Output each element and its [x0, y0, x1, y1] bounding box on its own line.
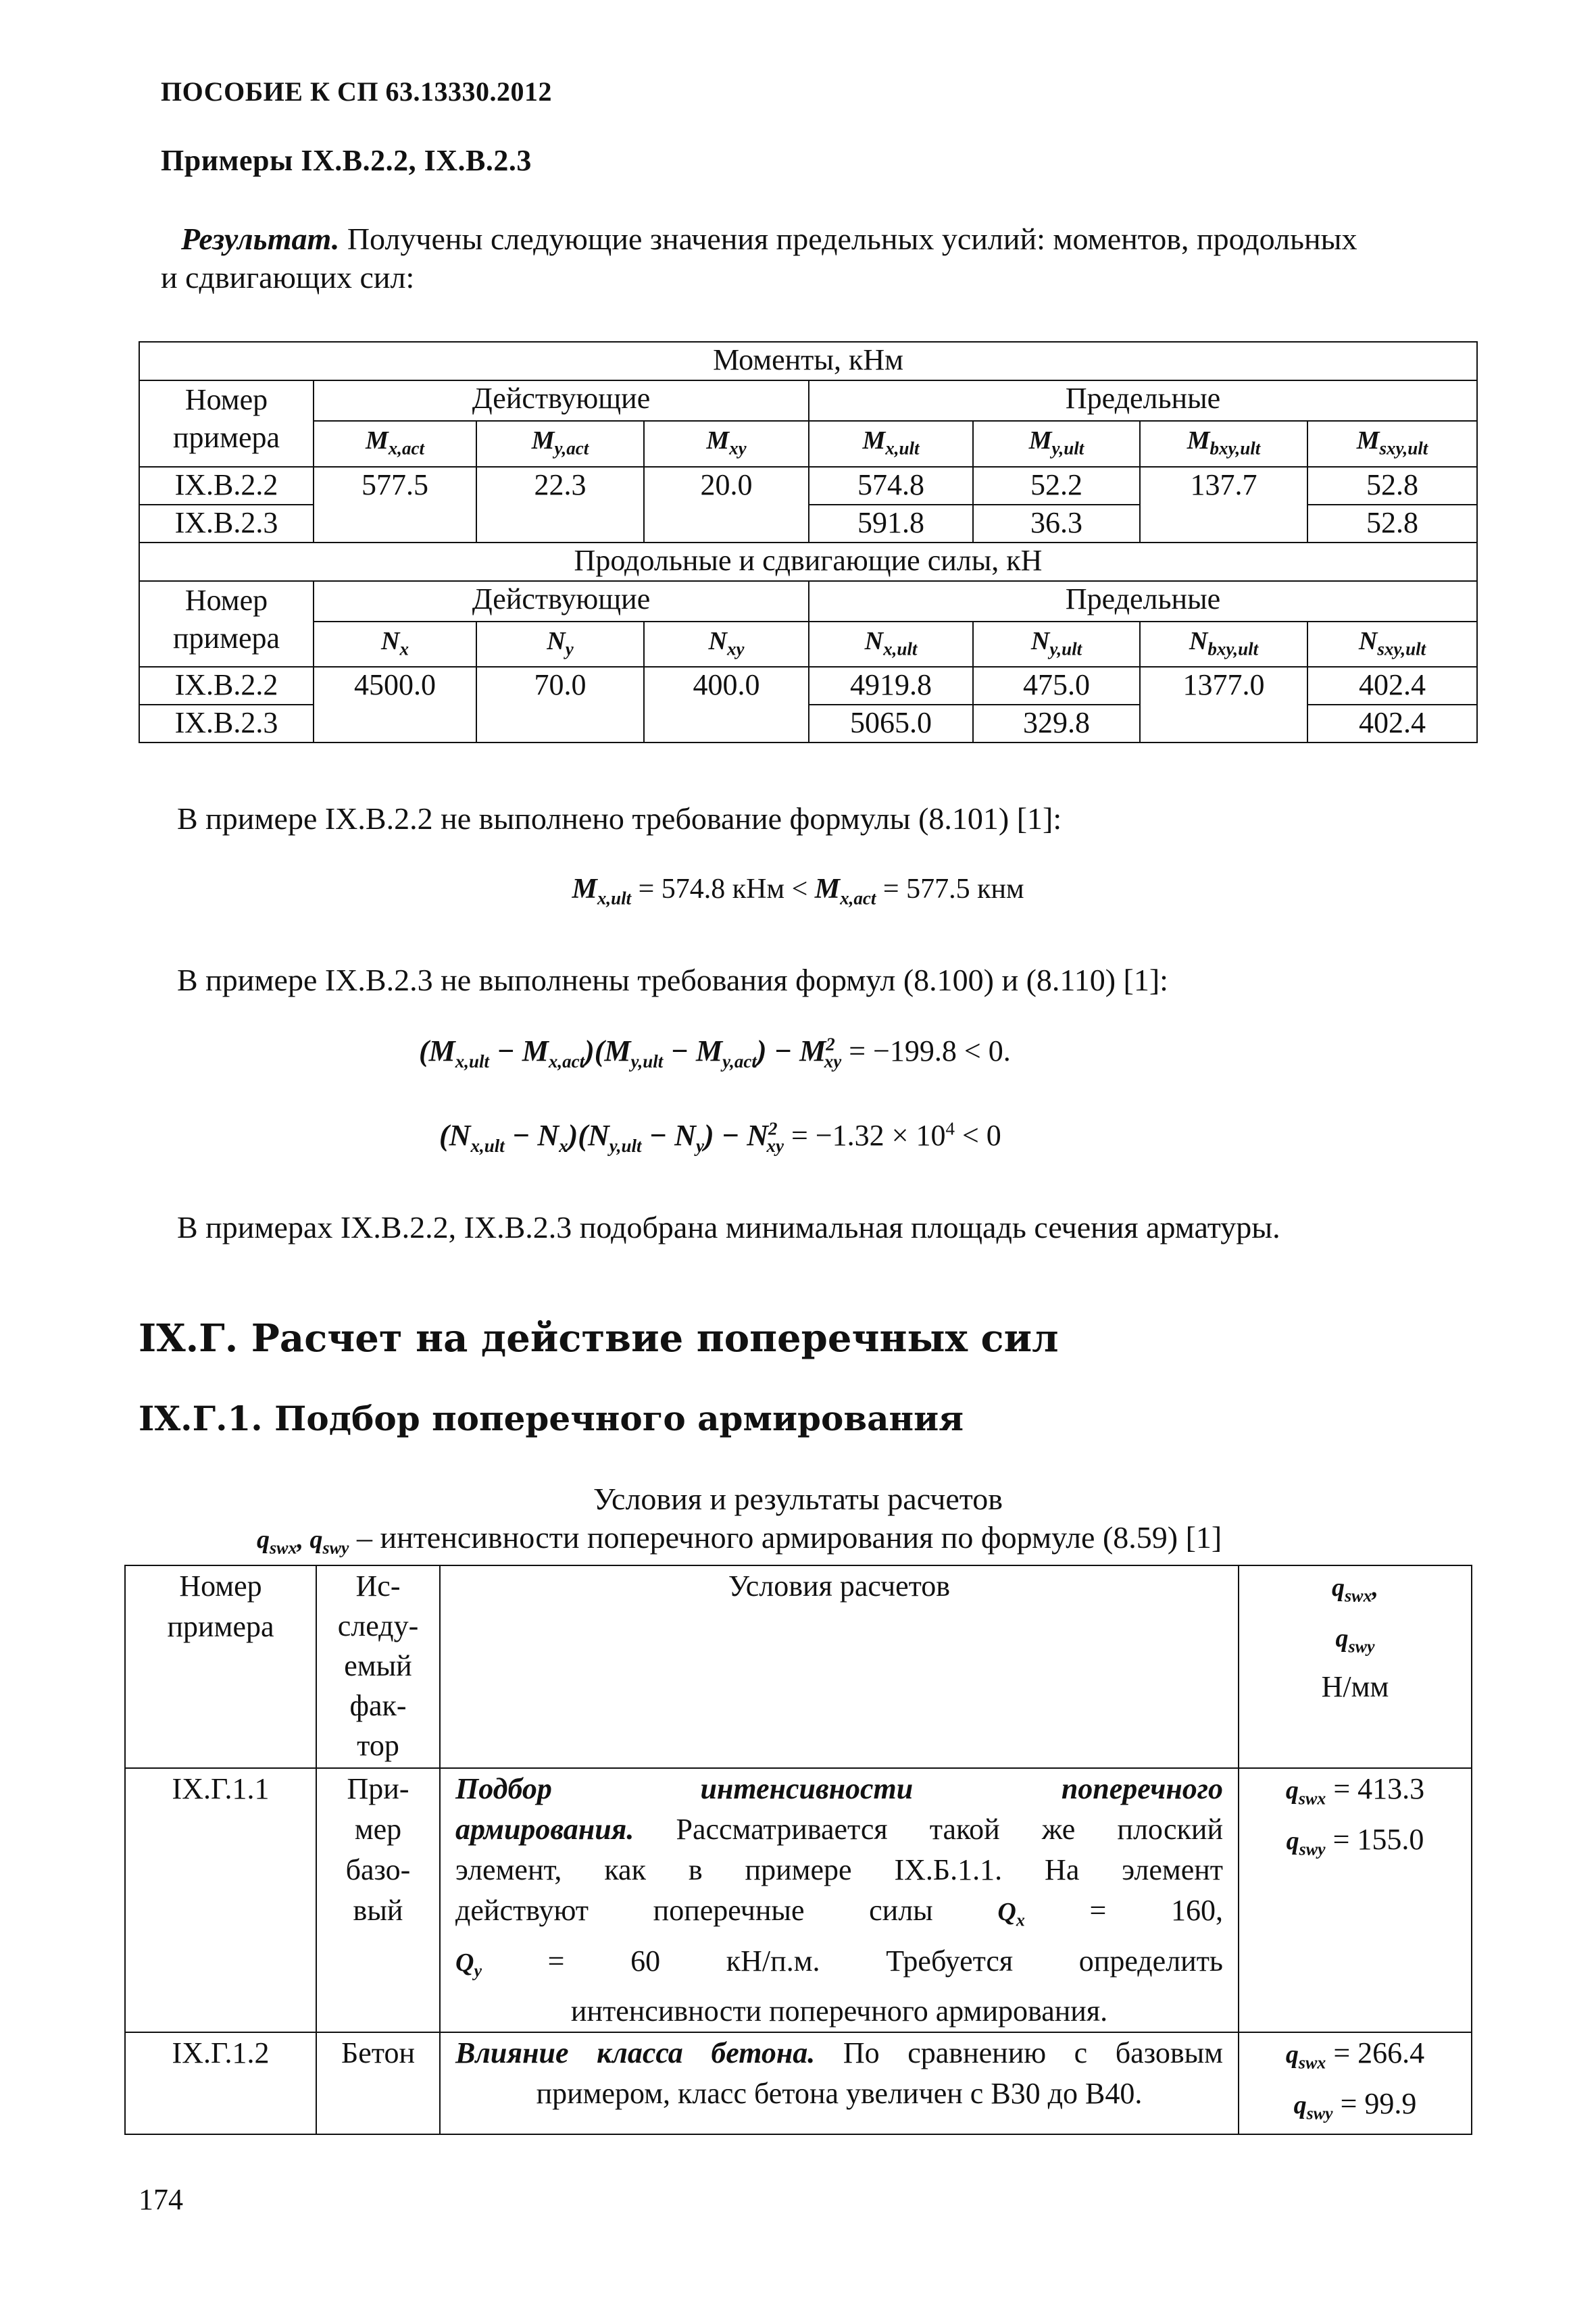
symbol-n-x-ult: $N_{x,ult}$	[809, 622, 973, 668]
table-row-id: IX.B.2.3	[139, 505, 314, 543]
symbol-m-y-act: $M_{y,act}$	[476, 421, 644, 467]
caption-2-text: – интенсивности поперечного армирования по формуле (8.59) [1]	[349, 1520, 1222, 1555]
q-swy-symbol: $q_{swy}$	[1335, 1624, 1375, 1657]
symbol-n-x: $N_x$	[314, 622, 476, 668]
table-cell: 1377.0	[1140, 667, 1307, 743]
page-subtitle: Примеры IX.B.2.2, IX.B.2.3	[161, 144, 532, 177]
symbol-n-y: $N_y$	[476, 622, 644, 668]
conditions-table	[124, 1565, 1472, 2135]
table-cell: 20.0	[644, 467, 809, 543]
table-cell: 52.2	[973, 467, 1140, 505]
formula-2-value: = −199.8 < 0.	[841, 1034, 1011, 1067]
paragraph-3: В примерах IX.B.2.2, IX.B.2.3 подобрана минимальная площадь сечения арматуры.	[177, 1210, 1280, 1244]
col-number-header	[125, 1565, 316, 1768]
table-cell: 22.3	[476, 467, 644, 543]
q-swy-value: $q_{swy} = 99.9$	[1293, 2086, 1417, 2123]
page-number: 174	[139, 2183, 183, 2216]
conditions-line-1	[455, 1769, 1223, 1809]
bold-text: Влияние класса бетона.	[455, 2036, 816, 2070]
table-cell: 36.3	[973, 505, 1140, 543]
table-row-id: IX.Г.1.1	[125, 1768, 316, 2032]
moments-title: Моменты, кНм	[139, 342, 1477, 380]
symbol-m-xy: $M_{xy}$	[644, 421, 809, 467]
col-factor-line: Ис-	[355, 1569, 401, 1603]
col-unit: Н/мм	[1321, 1670, 1389, 1704]
formula-3: $(N_{x,ult} - N_x)(N_{y,ult} - N_y) - N^2_{xy} = -1.32 \times 10^4 < 0$	[439, 1118, 1001, 1156]
col-number-label-1: Номер	[179, 1569, 262, 1603]
formula-3-tail: < 0	[954, 1119, 1001, 1152]
result-label: Результат.	[181, 222, 340, 256]
paragraph-1: В примере IX.B.2.2 не выполнено требование формулы (8.101) [1]:	[177, 801, 1062, 836]
row-factor: Бетон	[316, 2032, 440, 2134]
conditions-line-5: $Q_y = 60$ кН/п.м. Требуется определить	[455, 1944, 1223, 1981]
table-2-caption-1: Условия и результаты расчетов	[593, 1482, 1003, 1516]
table-cell: 4919.8	[809, 667, 973, 705]
table-cell: 4500.0	[314, 667, 476, 743]
symbol-m-x-ult: $M_{x,ult}$	[809, 421, 973, 467]
table-cell: 329.8	[973, 705, 1140, 743]
number-label: Номер	[184, 383, 268, 416]
q-swy-value: $q_{swy} = 155.0$	[1286, 1822, 1424, 1859]
table-cell: 70.0	[476, 667, 644, 743]
example-number-header	[139, 581, 314, 668]
example-number-header	[139, 380, 314, 467]
limit-forces-table	[139, 341, 1478, 743]
row-result	[1239, 2032, 1472, 2134]
section-heading: IX.Г. Расчет на действие поперечных сил	[139, 1316, 1059, 1361]
table-2-caption-2: $q_{swx}$, $q_{swy}$ – интенсивности поперечного армирования по формуле (8.59) [1]	[257, 1520, 1222, 1558]
acting-header: Действующие	[314, 380, 809, 421]
result-line-2: и сдвигающих сил:	[161, 260, 415, 295]
row-result	[1239, 1768, 1472, 2032]
conditions-line-3: элемент, как в примере IX.Б.1.1. На элемент	[455, 1853, 1223, 1886]
example-label: примера	[173, 421, 280, 454]
table-cell: 52.8	[1307, 467, 1477, 505]
formula-3-exp: 4	[945, 1118, 955, 1139]
col-factor-line: следу-	[337, 1609, 419, 1642]
col-factor-header	[316, 1565, 440, 1768]
table-cell: 137.7	[1140, 467, 1307, 543]
col-number-label-2: примера	[167, 1610, 274, 1643]
limit-header: Предельные	[809, 380, 1477, 421]
symbol-m-sxy-ult: $M_{sxy,ult}$	[1307, 421, 1477, 467]
conditions-line-2	[455, 1809, 1223, 1850]
symbol-n-xy: $N_{xy}$	[644, 622, 809, 668]
plain-text: = 160,	[1024, 1894, 1223, 1927]
table-cell: 577.5	[314, 467, 476, 543]
table-cell: 52.8	[1307, 505, 1477, 543]
acting-header: Действующие	[314, 581, 809, 622]
number-label: Номер	[184, 583, 268, 617]
q-swx-symbol: $q_{swx}$,	[1332, 1574, 1378, 1606]
formula-3-value: = −1.32 × 10	[784, 1119, 946, 1152]
formula-1: $M_{x,ult} = 574.8$ кНм < $M_{x,act} = 577.5$ кнм	[572, 874, 1024, 909]
formula-1-rhs: = 574.8 кНм <	[631, 874, 815, 905]
bold-text: интенсивности	[700, 1772, 914, 1805]
row-conditions	[440, 2032, 1239, 2134]
result-paragraph	[161, 220, 1468, 297]
table-row-id: IX.B.2.2	[139, 667, 314, 705]
q-swx-value: $q_{swx} = 266.4$	[1285, 2036, 1425, 2073]
symbol-n-y-ult: $N_{y,ult}$	[973, 622, 1140, 668]
conditions-line-4: действуют поперечные силы $Q_x = 160$,	[455, 1894, 1223, 1930]
table-cell: 402.4	[1307, 705, 1477, 743]
row-factor	[316, 1768, 440, 2032]
row-factor-line: мер	[354, 1813, 402, 1846]
conditions-line-2: примером, класс бетона увеличен с B30 до B40.	[536, 2077, 1143, 2111]
row-factor-line: вый	[353, 1894, 403, 1927]
forces-title: Продольные и сдвигающие силы, кН	[139, 543, 1477, 581]
col-conditions-header: Условия расчетов	[440, 1565, 1239, 1768]
paragraph-2: В примере IX.B.2.3 не выполнены требования формул (8.100) и (8.110) [1]:	[177, 963, 1168, 997]
plain-text: действуют поперечные силы	[455, 1894, 998, 1927]
symbol-n-sxy-ult: $N_{sxy,ult}$	[1307, 622, 1477, 668]
result-line-1: Получены следующие значения предельных усилий: моментов, продольных	[347, 222, 1357, 256]
conditions-line-1	[455, 2033, 1223, 2073]
conditions-line-6: интенсивности поперечного армирования.	[570, 1994, 1108, 2028]
col-factor-line: емый	[344, 1649, 412, 1682]
table-cell: 475.0	[973, 667, 1140, 705]
formula-1-rhs2: = 577.5 кнм	[876, 874, 1024, 905]
q-swx-value: $q_{swx} = 413.3$	[1285, 1772, 1425, 1809]
example-label: примера	[173, 621, 280, 655]
symbol-n-bxy-ult: $N_{bxy,ult}$	[1140, 622, 1307, 668]
symbol-m-x-act: $M_{x,act}$	[314, 421, 476, 467]
table-row-id: IX.B.2.3	[139, 705, 314, 743]
plain-text: По сравнению с базовым	[815, 2036, 1224, 2070]
row-conditions	[440, 1768, 1239, 2032]
formula-2: $(M_{x,ult} - M_{x,act})(M_{y,ult} - M_{y,act}) - M^2_{xy} = -199.8 < 0$.	[419, 1034, 1011, 1072]
table-cell: 5065.0	[809, 705, 973, 743]
table-cell: 400.0	[644, 667, 809, 743]
bold-text: армирования.	[455, 1813, 634, 1846]
bold-text: поперечного	[1061, 1772, 1224, 1805]
subsection-heading: IX.Г.1. Подбор поперечного армирования	[139, 1399, 964, 1438]
col-factor-line: тор	[357, 1729, 399, 1762]
bold-text: Подбор	[455, 1772, 552, 1805]
table-row-id: IX.Г.1.2	[125, 2032, 316, 2134]
row-factor-line: базо-	[345, 1853, 411, 1886]
plain-text: = 60 кН/п.м. Требуется определить	[482, 1944, 1223, 1978]
table-cell: 402.4	[1307, 667, 1477, 705]
table-cell: 574.8	[809, 467, 973, 505]
plain-text: Рассматривается такой же плоский	[634, 1813, 1223, 1846]
symbol-m-y-ult: $M_{y,ult}$	[973, 421, 1140, 467]
symbol-m-bxy-ult: $M_{bxy,ult}$	[1140, 421, 1307, 467]
col-result-header	[1239, 1565, 1472, 1768]
table-cell: 591.8	[809, 505, 973, 543]
limit-header: Предельные	[809, 581, 1477, 622]
row-factor-line: При-	[347, 1772, 409, 1805]
table-row-id: IX.B.2.2	[139, 467, 314, 505]
col-factor-line: фак-	[349, 1689, 407, 1722]
series-title: ПОСОБИЕ К СП 63.13330.2012	[161, 76, 552, 107]
